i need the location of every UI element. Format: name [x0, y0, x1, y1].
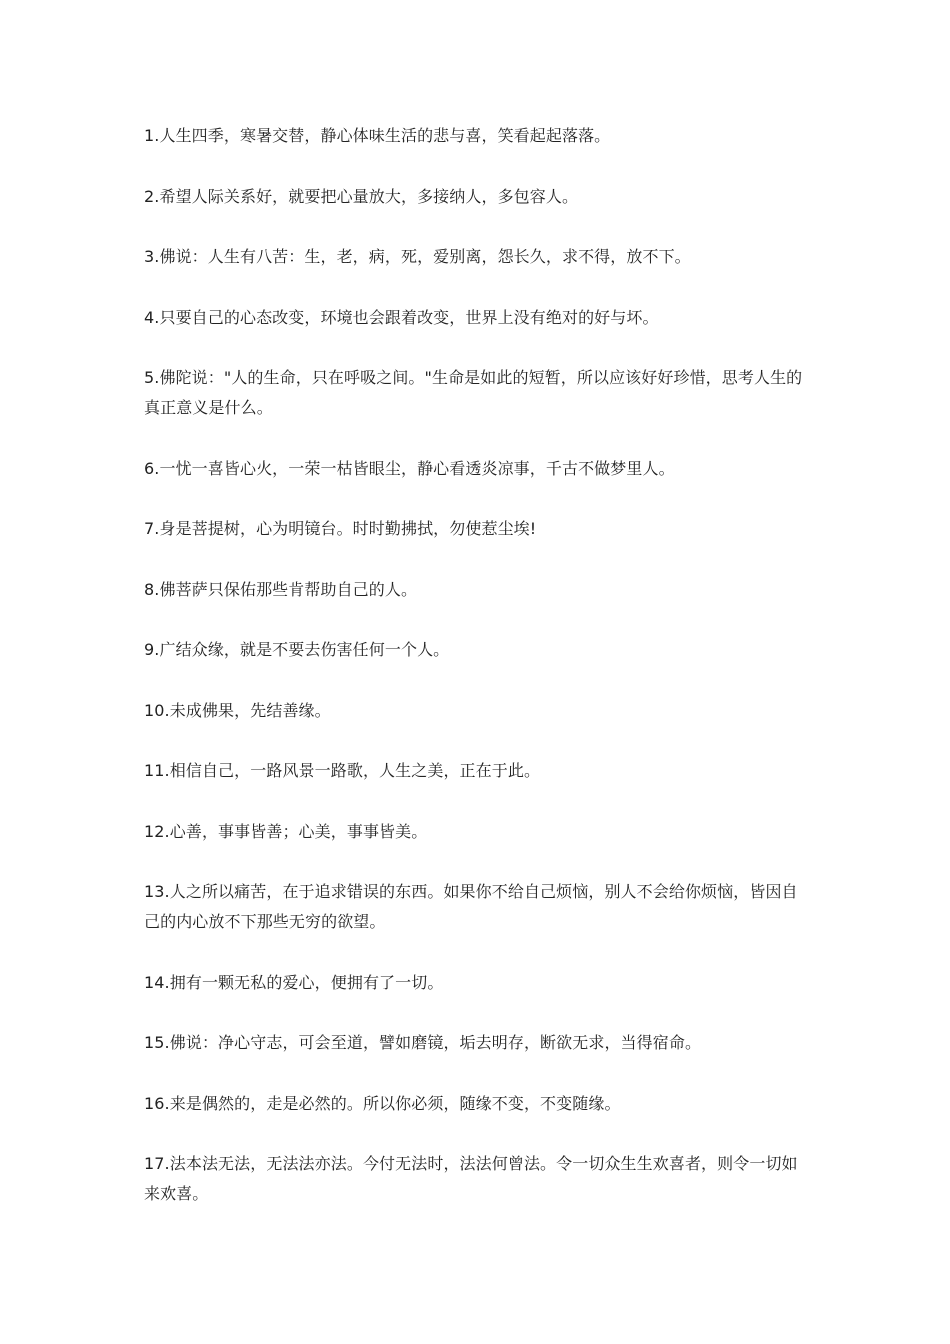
- paragraph-2: 2.希望人际关系好，就要把心量放大，多接纳人，多包容人。: [144, 186, 579, 206]
- paragraph-3: 3.佛说：人生有八苦：生，老，病，死，爱别离，怨长久，求不得，放不下。: [144, 247, 691, 266]
- paragraph-12: 12.心善，事事皆善；心美，事事皆美。: [144, 821, 428, 841]
- paragraph-8: 8.佛菩萨只保佑那些肯帮助自己的人。: [144, 579, 418, 599]
- paragraph-5: 5.佛陀说："人的生命，只在呼吸之间。"生命是如此的短暂，所以应该好好珍惜，思考人生的真正意义是什么。: [144, 368, 803, 417]
- paragraph-11: 11.相信自己，一路风景一路歌，人生之美，正在于此。: [144, 761, 541, 780]
- paragraph-4: 4.只要自己的心态改变，环境也会跟着改变，世界上没有绝对的好与坏。: [144, 307, 659, 327]
- paragraph-15: 15.佛说：净心守志，可会至道，譬如磨镜，垢去明存，断欲无求，当得宿命。: [144, 1033, 702, 1052]
- document-body: [144, 121, 808, 1240]
- paragraph-7: 7.身是菩提树，心为明镜台。时时勤拂拭，勿使惹尘埃!: [144, 519, 537, 538]
- paragraph-1: 1.人生四季，寒暑交替，静心体味生活的悲与喜，笑看起起落落。: [144, 126, 611, 145]
- paragraph-16: 16.来是偶然的，走是必然的。所以你必须，随缘不变，不变随缘。: [144, 1093, 621, 1113]
- paragraph-10: 10.未成佛果，先结善缘。: [144, 700, 331, 720]
- paragraph-9: 9.广结众缘，就是不要去伤害任何一个人。: [144, 640, 450, 659]
- paragraph-13: 13.人之所以痛苦，在于追求错误的东西。如果你不给自己烦恼，别人不会给你烦恼，皆因自己的内心放不下那些无穷的欲望。: [144, 882, 798, 931]
- paragraph-17: 17.法本法无法，无法法亦法。今付无法时，法法何曾法。令一切众生生欢喜者，则令一切如来欢喜。: [144, 1154, 798, 1203]
- paragraph-6: 6.一忧一喜皆心火，一荣一枯皆眼尘，静心看透炎凉事，千古不做梦里人。: [144, 458, 675, 478]
- paragraph-14: 14.拥有一颗无私的爱心，便拥有了一切。: [144, 972, 444, 992]
